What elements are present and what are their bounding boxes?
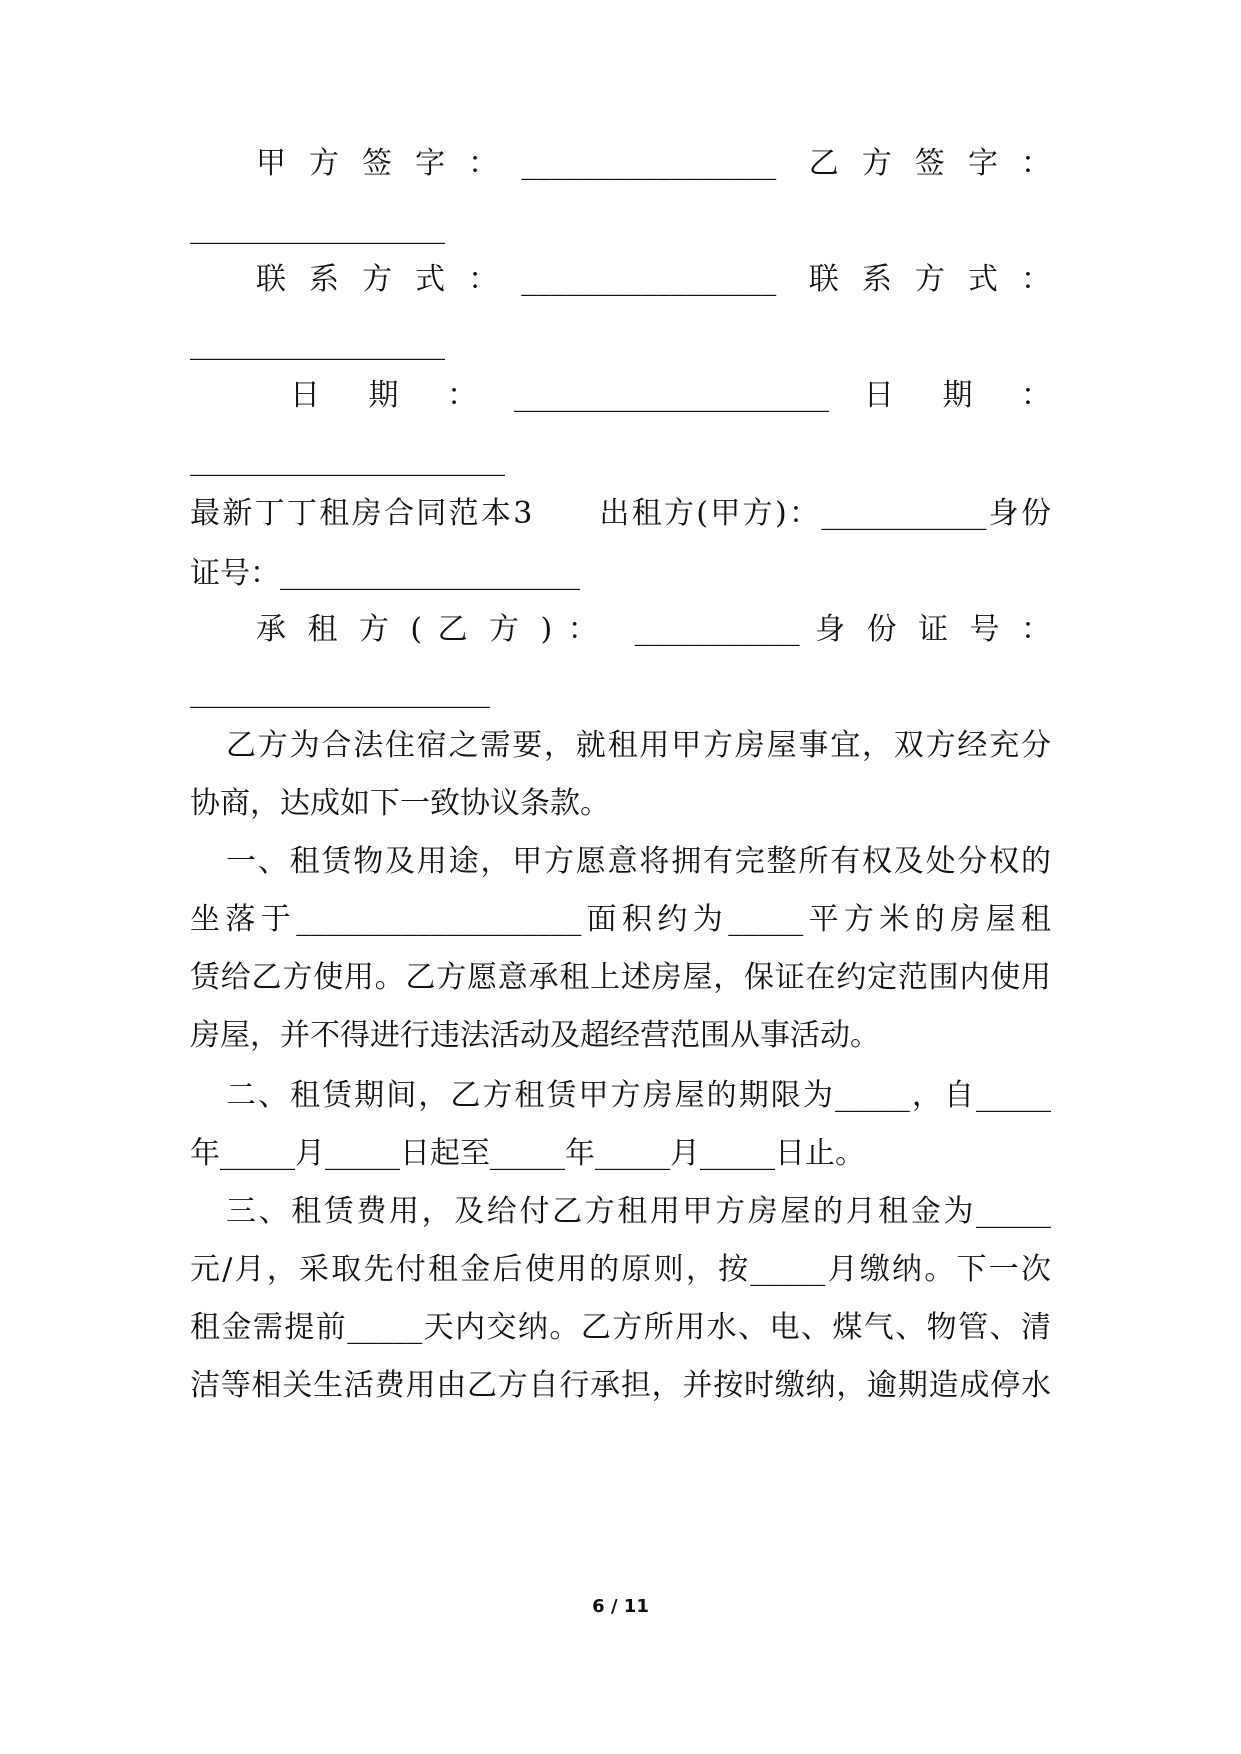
- date-line: 日 期 ： _____________________ 日 期 ：: [290, 378, 1051, 413]
- preamble-line-2: 协商，达成如下一致协议条款。: [190, 786, 610, 821]
- template-title-line: 最新丁丁租房合同范本3 出租方(甲方)：___________身份: [190, 496, 1051, 531]
- preamble-line-1: 乙方为合法住宿之需要，就租用甲方房屋事宜，双方经充分: [226, 728, 1051, 763]
- clause-1-line-1: 一、租赁物及用途，甲方愿意将拥有完整所有权及处分权的: [226, 844, 1051, 879]
- clause-3-line-2: 元/月，采取先付租金后使用的原则，按_____月缴纳。下一次: [190, 1252, 1051, 1287]
- clause-3-line-4: 洁等相关生活费用由乙方自行承担，并按时缴纳，逾期造成停水: [190, 1368, 1051, 1403]
- clause-2-line-2: 年_____月_____日起至_____年_____月_____日止。: [190, 1136, 865, 1171]
- contact-blank-party-b: _________________: [190, 326, 445, 361]
- clause-3-line-3: 租金需提前_____天内交纳。乙方所用水、电、煤气、物管、清: [190, 1310, 1051, 1345]
- signature-blank-party-b: _________________: [190, 210, 445, 245]
- clause-1-line-3: 赁给乙方使用。乙方愿意承租上述房屋，保证在约定范围内使用: [190, 960, 1051, 995]
- lessee-line: 承 租 方 ( 乙 方 ) ： ___________ 身 份 证 号 ：: [256, 612, 1051, 647]
- clause-3-line-1: 三、租赁费用，及给付乙方租用甲方房屋的月租金为_____: [226, 1194, 1051, 1229]
- date-blank-party-b: _____________________: [190, 442, 505, 477]
- lessor-id-line: 证号：____________________: [190, 556, 580, 591]
- page-number: 6 / 11: [592, 1596, 649, 1617]
- clause-2-line-1: 二、租赁期间，乙方租赁甲方房屋的期限为_____，自_____: [226, 1078, 1051, 1113]
- contact-line: 联 系 方 式 ： _________________ 联 系 方 式 ：: [256, 262, 1051, 297]
- clause-1-line-4: 房屋，并不得进行违法活动及超经营范围从事活动。: [190, 1018, 880, 1053]
- signature-line-party-a: 甲 方 签 字 ： _________________ 乙 方 签 字 ：: [256, 146, 1051, 181]
- clause-1-line-2: 坐落于___________________面积约为_____平方米的房屋租: [190, 902, 1051, 937]
- lessee-id-blank: ____________________: [190, 674, 490, 709]
